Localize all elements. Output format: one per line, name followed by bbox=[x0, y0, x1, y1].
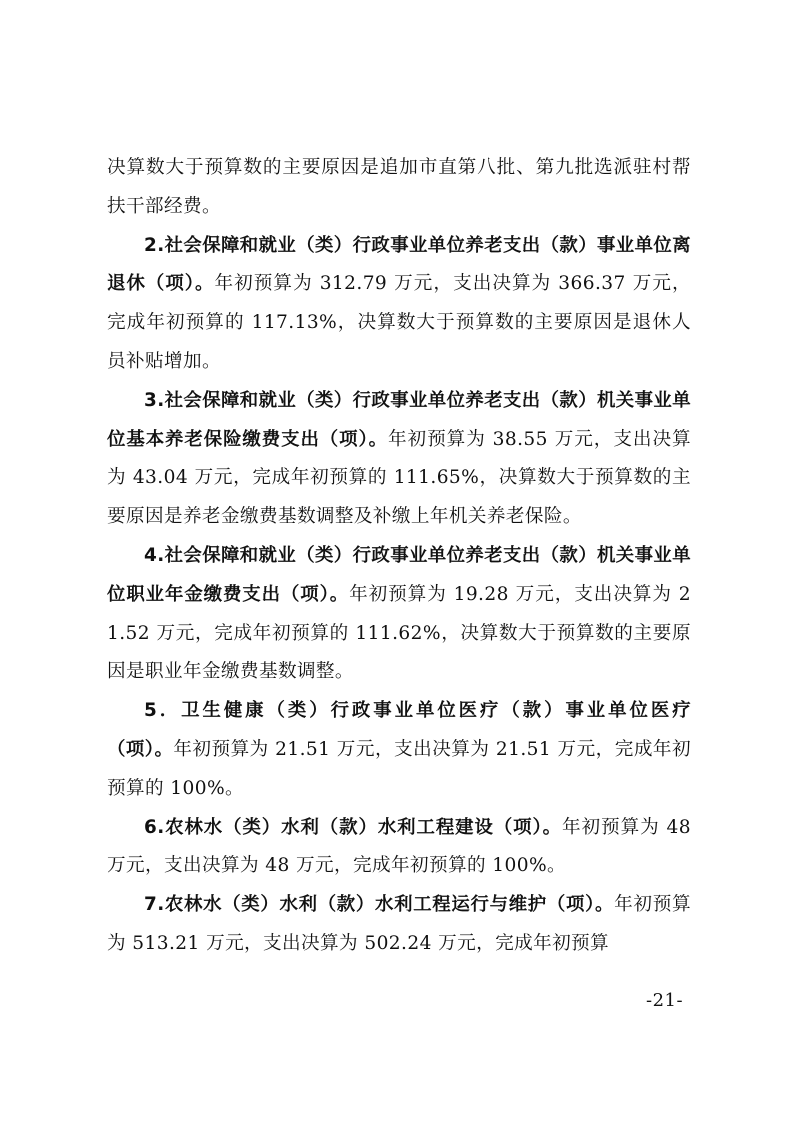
paragraph-7 bbox=[107, 886, 691, 964]
paragraph-7-text: 年初预算为 513.21 万元，支出决算为 502.24 万元，完成年初预算 bbox=[107, 894, 691, 954]
paragraph-2-text: 年初预算为 312.79 万元，支出决算为 366.37 万元，完成年初预算的 117.13%，决算数大于预算数的主要原因是退休人员补贴增加。 bbox=[107, 273, 692, 372]
page-number: -21- bbox=[646, 990, 684, 1011]
paragraph-1-text: 决算数大于预算数的主要原因是追加市直第八批、第九批选派驻村帮扶干部经费。 bbox=[107, 157, 691, 217]
document-body bbox=[107, 149, 691, 964]
paragraph-4-text: 年初预算为 19.28 万元，支出决算为 21.52 万元，完成年初预算的 111.62%，决算数大于预算数的主要原因是职业年金缴费基数调整。 bbox=[107, 583, 691, 683]
paragraph-2-heading: 2.社会保障和就业（类）行政事业单位养老支出（款）事业单位离退休（项）。 bbox=[107, 234, 691, 295]
paragraph-6-heading: 6.农林水（类）水利（款）水利工程建设（项）。 bbox=[144, 816, 562, 838]
paragraph-5 bbox=[107, 692, 691, 808]
paragraph-6 bbox=[107, 809, 691, 887]
paragraph-3-text: 年初预算为 38.55 万元，支出决算为 43.04 万元，完成年初预算的 111.65%，决算数大于预算数的主要原因是养老金缴费基数调整及补缴上年机关养老保险。 bbox=[107, 428, 691, 528]
paragraph-3-heading: 3.社会保障和就业（类）行政事业单位养老支出（款）机关事业单位基本养老保险缴费支出（项）。 bbox=[107, 389, 691, 450]
paragraph-3 bbox=[107, 382, 691, 537]
paragraph-1 bbox=[107, 149, 691, 227]
paragraph-2 bbox=[107, 227, 691, 382]
paragraph-7-heading: 7.农林水（类）水利（款）水利工程运行与维护（项）。 bbox=[144, 894, 615, 916]
paragraph-4-heading: 4.社会保障和就业（类）行政事业单位养老支出（款）机关事业单位职业年金缴费支出（项）。 bbox=[107, 544, 691, 605]
paragraph-5-heading: 5．卫生健康（类）行政事业单位医疗（款）事业单位医疗（项）。 bbox=[107, 700, 691, 760]
paragraph-6-text: 年初预算为 48 万元，支出决算为 48 万元，完成年初预算的 100%。 bbox=[107, 816, 691, 877]
paragraph-4 bbox=[107, 537, 691, 692]
paragraph-5-text: 年初预算为 21.51 万元，支出决算为 21.51 万元，完成年初预算的 100%。 bbox=[107, 738, 691, 799]
